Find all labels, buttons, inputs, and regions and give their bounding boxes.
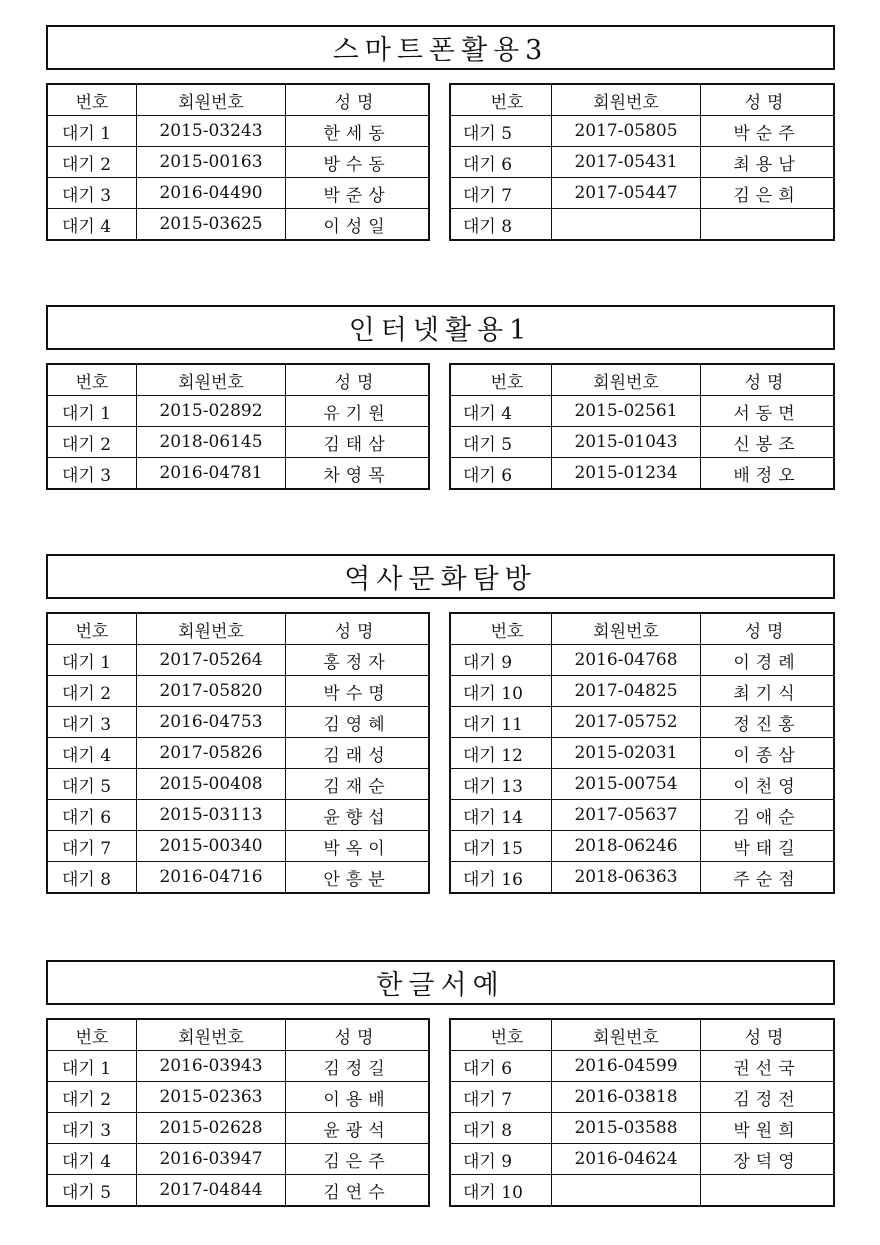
wait-number: 대기 5	[47, 769, 137, 800]
waitlist-table-right	[449, 83, 835, 241]
wait-number: 대기 10	[450, 1175, 552, 1207]
member-id: 2015-00408	[137, 769, 286, 800]
table-row	[47, 396, 429, 427]
table-row	[47, 769, 429, 800]
member-name: 이천영	[701, 769, 835, 800]
table-row	[450, 1051, 834, 1082]
member-name: 최용남	[701, 147, 835, 178]
table-row	[47, 738, 429, 769]
table-row	[450, 1175, 834, 1207]
header-member-id: 회원번호	[552, 613, 701, 645]
wait-number: 대기 12	[450, 738, 552, 769]
header-member-id: 회원번호	[552, 84, 701, 116]
member-name: 신봉조	[701, 427, 835, 458]
member-id: 2018-06363	[552, 862, 701, 894]
member-id: 2015-03625	[137, 209, 286, 241]
wait-number: 대기 15	[450, 831, 552, 862]
wait-number: 대기 8	[47, 862, 137, 894]
table-row	[450, 1082, 834, 1113]
header-member-id: 회원번호	[137, 613, 286, 645]
table-header-row	[47, 613, 429, 645]
member-id: 2016-04716	[137, 862, 286, 894]
member-id: 2017-04844	[137, 1175, 286, 1207]
table-row	[450, 800, 834, 831]
member-name: 이용배	[286, 1082, 430, 1113]
table-header-row	[47, 1019, 429, 1051]
wait-number: 대기 13	[450, 769, 552, 800]
member-name: 차영목	[286, 458, 430, 490]
member-id: 2015-02892	[137, 396, 286, 427]
table-row	[450, 1113, 834, 1144]
member-id: 2015-02031	[552, 738, 701, 769]
section-title: 스마트폰활용3	[46, 25, 835, 70]
header-member-id: 회원번호	[137, 1019, 286, 1051]
waitlist-table-left	[46, 612, 430, 894]
wait-number: 대기 5	[450, 427, 552, 458]
member-name: 김영혜	[286, 707, 430, 738]
member-id: 2018-06145	[137, 427, 286, 458]
wait-number: 대기 7	[450, 178, 552, 209]
member-name: 장덕영	[701, 1144, 835, 1175]
member-name: 한세동	[286, 116, 430, 147]
member-name: 윤광석	[286, 1113, 430, 1144]
table-row	[47, 458, 429, 490]
table-row	[47, 862, 429, 894]
member-id: 2017-05752	[552, 707, 701, 738]
member-name: 박순주	[701, 116, 835, 147]
member-name: 박태길	[701, 831, 835, 862]
table-header-row	[47, 364, 429, 396]
wait-number: 대기 9	[450, 1144, 552, 1175]
wait-number: 대기 8	[450, 209, 552, 241]
wait-number: 대기 7	[450, 1082, 552, 1113]
wait-number: 대기 7	[47, 831, 137, 862]
table-row	[47, 178, 429, 209]
member-id: 2015-02628	[137, 1113, 286, 1144]
member-name: 박원희	[701, 1113, 835, 1144]
table-row	[450, 831, 834, 862]
header-name: 성명	[286, 1019, 430, 1051]
member-name: 이성일	[286, 209, 430, 241]
section-title: 한글서예	[46, 960, 835, 1005]
member-name: 김은주	[286, 1144, 430, 1175]
member-id: 2015-03113	[137, 800, 286, 831]
wait-number: 대기 4	[450, 396, 552, 427]
wait-number: 대기 4	[47, 1144, 137, 1175]
table-row	[47, 707, 429, 738]
member-name: 김정전	[701, 1082, 835, 1113]
member-name: 박준상	[286, 178, 430, 209]
member-id: 2016-04490	[137, 178, 286, 209]
member-id: 2015-03588	[552, 1113, 701, 1144]
wait-number: 대기 8	[450, 1113, 552, 1144]
member-id: 2018-06246	[552, 831, 701, 862]
member-name: 유기원	[286, 396, 430, 427]
section-smartphone	[46, 25, 835, 237]
header-no: 번호	[450, 613, 552, 645]
wait-number: 대기 9	[450, 645, 552, 676]
wait-number: 대기 2	[47, 1082, 137, 1113]
table-row	[47, 800, 429, 831]
member-id: 2015-00340	[137, 831, 286, 862]
table-row	[47, 1175, 429, 1207]
table-row	[47, 427, 429, 458]
waitlist-table-left	[46, 83, 430, 241]
member-name: 김태삼	[286, 427, 430, 458]
wait-number: 대기 1	[47, 396, 137, 427]
wait-number: 대기 2	[47, 147, 137, 178]
member-id: 2016-03943	[137, 1051, 286, 1082]
member-name: 김은희	[701, 178, 835, 209]
header-no: 번호	[47, 84, 137, 116]
member-id: 2016-04781	[137, 458, 286, 490]
waitlist-table-right	[449, 612, 835, 894]
table-row	[450, 396, 834, 427]
waitlist-table-left	[46, 1018, 430, 1207]
member-id: 2017-05826	[137, 738, 286, 769]
member-name: 김재순	[286, 769, 430, 800]
header-no: 번호	[450, 364, 552, 396]
table-header-row	[450, 613, 834, 645]
wait-number: 대기 5	[450, 116, 552, 147]
member-id: 2017-04825	[552, 676, 701, 707]
member-id: 2016-04768	[552, 645, 701, 676]
section-history-culture	[46, 554, 835, 890]
member-id: 2015-01234	[552, 458, 701, 490]
member-name: 정진홍	[701, 707, 835, 738]
table-header-row	[450, 84, 834, 116]
member-name: 김정길	[286, 1051, 430, 1082]
header-no: 번호	[47, 613, 137, 645]
waitlist-table-right	[449, 363, 835, 490]
table-header-row	[450, 364, 834, 396]
section-internet	[46, 305, 835, 486]
member-name	[701, 1175, 835, 1207]
section-title: 인터넷활용1	[46, 305, 835, 350]
wait-number: 대기 5	[47, 1175, 137, 1207]
wait-number: 대기 10	[450, 676, 552, 707]
table-row	[47, 645, 429, 676]
member-id: 2017-05820	[137, 676, 286, 707]
table-row	[47, 147, 429, 178]
member-id	[552, 1175, 701, 1207]
member-id: 2015-02363	[137, 1082, 286, 1113]
wait-number: 대기 1	[47, 116, 137, 147]
member-id	[552, 209, 701, 241]
member-name: 박수명	[286, 676, 430, 707]
member-id: 2015-00754	[552, 769, 701, 800]
member-name: 이종삼	[701, 738, 835, 769]
table-row	[450, 178, 834, 209]
member-id: 2016-03818	[552, 1082, 701, 1113]
member-name: 윤향섭	[286, 800, 430, 831]
member-name: 김래성	[286, 738, 430, 769]
header-name: 성명	[701, 1019, 835, 1051]
header-name: 성명	[286, 613, 430, 645]
table-row	[450, 427, 834, 458]
wait-number: 대기 2	[47, 676, 137, 707]
member-name: 최기식	[701, 676, 835, 707]
table-row	[450, 1144, 834, 1175]
table-row	[450, 147, 834, 178]
wait-number: 대기 16	[450, 862, 552, 894]
member-name: 배정오	[701, 458, 835, 490]
table-row	[47, 116, 429, 147]
table-row	[450, 116, 834, 147]
table-row	[47, 831, 429, 862]
waitlist-table-left	[46, 363, 430, 490]
table-row	[47, 1082, 429, 1113]
wait-number: 대기 3	[47, 1113, 137, 1144]
header-member-id: 회원번호	[552, 1019, 701, 1051]
table-row	[450, 645, 834, 676]
member-id: 2015-02561	[552, 396, 701, 427]
member-name: 이경례	[701, 645, 835, 676]
wait-number: 대기 3	[47, 458, 137, 490]
member-id: 2015-03243	[137, 116, 286, 147]
member-id: 2015-01043	[552, 427, 701, 458]
member-name: 안흥분	[286, 862, 430, 894]
wait-number: 대기 3	[47, 178, 137, 209]
table-row	[450, 738, 834, 769]
table-header-row	[450, 1019, 834, 1051]
header-name: 성명	[286, 84, 430, 116]
wait-number: 대기 14	[450, 800, 552, 831]
member-name: 홍정자	[286, 645, 430, 676]
header-no: 번호	[47, 1019, 137, 1051]
member-id: 2017-05447	[552, 178, 701, 209]
member-name: 방수동	[286, 147, 430, 178]
member-name	[701, 209, 835, 241]
wait-number: 대기 6	[450, 147, 552, 178]
header-name: 성명	[286, 364, 430, 396]
table-row	[450, 209, 834, 241]
header-member-id: 회원번호	[137, 84, 286, 116]
member-name: 권선국	[701, 1051, 835, 1082]
waitlist-table-right	[449, 1018, 835, 1207]
member-name: 주순점	[701, 862, 835, 894]
wait-number: 대기 6	[47, 800, 137, 831]
member-name: 서동면	[701, 396, 835, 427]
header-no: 번호	[450, 1019, 552, 1051]
wait-number: 대기 2	[47, 427, 137, 458]
wait-number: 대기 11	[450, 707, 552, 738]
header-name: 성명	[701, 364, 835, 396]
member-id: 2015-00163	[137, 147, 286, 178]
table-row	[47, 1051, 429, 1082]
member-id: 2017-05264	[137, 645, 286, 676]
wait-number: 대기 6	[450, 1051, 552, 1082]
header-member-id: 회원번호	[552, 364, 701, 396]
member-id: 2017-05805	[552, 116, 701, 147]
member-id: 2016-04753	[137, 707, 286, 738]
member-id: 2016-04599	[552, 1051, 701, 1082]
wait-number: 대기 1	[47, 645, 137, 676]
member-name: 김연수	[286, 1175, 430, 1207]
wait-number: 대기 1	[47, 1051, 137, 1082]
table-row	[47, 676, 429, 707]
table-row	[450, 676, 834, 707]
table-row	[47, 1113, 429, 1144]
header-member-id: 회원번호	[137, 364, 286, 396]
header-name: 성명	[701, 84, 835, 116]
table-row	[450, 707, 834, 738]
wait-number: 대기 4	[47, 209, 137, 241]
table-row	[47, 209, 429, 241]
member-name: 김애순	[701, 800, 835, 831]
section-title: 역사문화탐방	[46, 554, 835, 599]
member-name: 박옥이	[286, 831, 430, 862]
table-row	[450, 769, 834, 800]
member-id: 2016-03947	[137, 1144, 286, 1175]
member-id: 2017-05431	[552, 147, 701, 178]
header-name: 성명	[701, 613, 835, 645]
member-id: 2016-04624	[552, 1144, 701, 1175]
wait-number: 대기 4	[47, 738, 137, 769]
table-row	[47, 1144, 429, 1175]
header-no: 번호	[450, 84, 552, 116]
table-row	[450, 862, 834, 894]
table-row	[450, 458, 834, 490]
wait-number: 대기 6	[450, 458, 552, 490]
member-id: 2017-05637	[552, 800, 701, 831]
table-header-row	[47, 84, 429, 116]
section-calligraphy	[46, 960, 835, 1203]
wait-number: 대기 3	[47, 707, 137, 738]
header-no: 번호	[47, 364, 137, 396]
